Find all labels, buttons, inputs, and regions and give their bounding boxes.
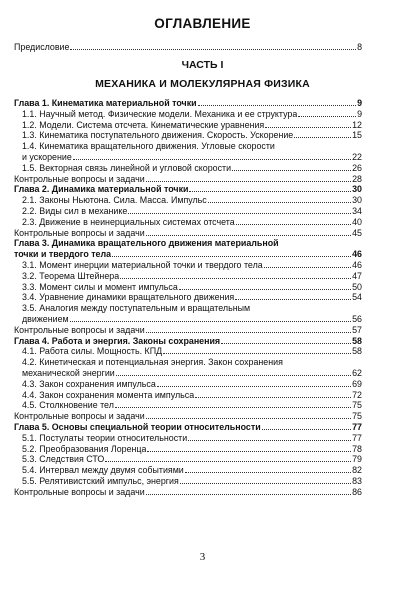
toc-item	[14, 379, 362, 390]
toc-page-number: 15	[352, 130, 362, 141]
toc-page-number: 57	[352, 324, 362, 335]
leader-dots	[70, 49, 356, 50]
toc-entry-text: Глава 5. Основы специальной теории относительности	[14, 422, 261, 432]
leader-dots	[208, 202, 351, 203]
toc-page-number: 82	[352, 465, 362, 476]
preface-page: 8	[357, 42, 362, 52]
toc-item	[14, 271, 362, 282]
preface-entry	[14, 42, 362, 53]
toc-chapter	[14, 238, 362, 260]
page-number: 3	[199, 551, 206, 563]
toc-entry-text: 2.2. Виды сил в механике	[22, 206, 128, 216]
toc-entry-text: 4.4. Закон сохранения момента импульса	[22, 389, 195, 400]
toc-page-number: 75	[352, 400, 362, 411]
toc-item	[14, 109, 362, 120]
toc-item	[14, 444, 362, 455]
toc-page-number: 78	[352, 443, 362, 454]
toc-entry-text: Глава 4. Работа и энергия. Законы сохранения	[14, 335, 221, 346]
page-title: ОГЛАВЛЕНИЕ	[154, 16, 251, 31]
toc-page-number: 54	[352, 292, 362, 303]
leader-dots	[179, 289, 351, 290]
toc-entry-text: 3.5. Аналогия между поступательным и вращательным	[22, 303, 251, 314]
toc-entry-text: 4.2. Кинетическая и потенциальная энергия. Закон сохранения	[22, 357, 283, 368]
toc-page-number: 77	[352, 422, 362, 432]
toc-page-number: 30	[352, 195, 362, 206]
toc-entry-text: 3.1. Момент инерции материальной точки и твердого тела	[22, 260, 263, 270]
toc-item	[14, 206, 362, 217]
toc-page-number: 12	[352, 119, 362, 130]
toc-entry-text-cont: движением	[22, 313, 69, 324]
leader-dots	[146, 418, 351, 419]
leader-dots	[73, 159, 351, 160]
toc-page-number: 9	[357, 98, 362, 108]
toc-item	[14, 390, 362, 401]
leader-dots	[146, 181, 351, 182]
toc-page-number: 45	[352, 227, 362, 238]
leader-dots	[120, 278, 351, 279]
toc-page-number: 69	[352, 378, 362, 389]
toc-entry-text-cont: и ускорение	[22, 151, 72, 162]
toc-entry-text: 5.5. Релятивистский импульс, энергия	[22, 476, 179, 486]
toc-entry-text: 1.3. Кинематика поступательного движения. Скорость. Ускорение	[22, 130, 294, 141]
toc-page-number: 9	[357, 108, 362, 119]
toc-page-number: 62	[352, 367, 362, 378]
toc-item	[14, 163, 362, 174]
toc-item	[14, 346, 362, 357]
toc-entry-text: 5.3. Следствия СТО	[22, 454, 105, 465]
toc-review-questions	[14, 487, 362, 498]
part-heading: ЧАСТЬ I	[181, 59, 224, 71]
leader-dots	[235, 299, 351, 300]
toc-page-number: 30	[352, 184, 362, 195]
toc-item	[14, 476, 362, 487]
leader-dots	[116, 375, 351, 376]
toc-entry-text: 3.2. Теорема Штейнера	[22, 270, 120, 281]
toc-entry-text: 3.4. Уравнение динамики вращательного движения	[22, 292, 235, 303]
leader-dots	[232, 170, 351, 171]
toc-entry-text: Контрольные вопросы и задачи	[14, 411, 145, 422]
toc-entry-text: 5.4. Интервал между двумя событиями	[22, 465, 184, 476]
toc-page-number: 77	[352, 432, 362, 443]
toc-page-number: 26	[352, 162, 362, 173]
toc-entry-text-cont: механической энергии	[22, 367, 115, 378]
leader-dots	[195, 397, 351, 398]
toc-page-number: 40	[352, 216, 362, 227]
toc-entry-text: 1.2. Модели. Система отсчета. Кинематические уравнения	[22, 119, 265, 130]
toc-item	[14, 130, 362, 141]
toc-page-number: 50	[352, 281, 362, 292]
toc-item	[14, 141, 362, 163]
toc-chapter	[14, 98, 362, 109]
toc-page-number: 47	[352, 270, 362, 281]
toc-page-number: 56	[352, 313, 362, 324]
toc-page-number: 46	[352, 249, 362, 260]
leader-dots	[185, 472, 351, 473]
toc-entry-text: Глава 2. Динамика материальной точки	[14, 184, 189, 195]
toc-chapter	[14, 422, 362, 433]
leader-dots	[221, 343, 351, 344]
leader-dots	[147, 451, 351, 452]
toc-entry-text: 4.3. Закон сохранения импульса	[22, 378, 156, 389]
toc-review-questions	[14, 411, 362, 422]
toc-page-number: 34	[352, 206, 362, 216]
toc-entry-text: Контрольные вопросы и задачи	[14, 173, 145, 184]
toc-item	[14, 120, 362, 131]
leader-dots	[198, 105, 356, 106]
leader-dots	[262, 429, 351, 430]
toc-page-number: 75	[352, 411, 362, 422]
toc-item	[14, 303, 362, 325]
toc-item	[14, 433, 362, 444]
toc-page-number: 58	[352, 335, 362, 346]
toc-entry-text: 4.1. Работа силы. Мощность. КПД	[22, 346, 163, 357]
toc-entry-text: Контрольные вопросы и задачи	[14, 486, 145, 497]
toc-entry-text: 5.2. Преобразования Лоренца	[22, 443, 147, 454]
toc-page-number: 83	[352, 476, 362, 486]
toc-chapter	[14, 184, 362, 195]
leader-dots	[105, 461, 351, 462]
toc-item	[14, 195, 362, 206]
toc-page-number: 86	[352, 486, 362, 497]
toc-review-questions	[14, 325, 362, 336]
toc-item	[14, 282, 362, 293]
toc-entry-text: 2.1. Законы Ньютона. Сила. Масса. Импульс	[22, 195, 207, 206]
leader-dots	[157, 386, 351, 387]
toc-page-number: 58	[352, 346, 362, 357]
toc-entry-text: Глава 3. Динамика вращательного движения материальной	[14, 238, 279, 249]
leader-dots	[70, 321, 352, 322]
leader-dots	[146, 494, 351, 495]
toc-review-questions	[14, 228, 362, 239]
toc-page-number: 79	[352, 454, 362, 465]
section-heading: МЕХАНИКА И МОЛЕКУЛЯРНАЯ ФИЗИКА	[95, 78, 310, 90]
leader-dots	[112, 256, 351, 257]
leader-dots	[294, 137, 351, 138]
leader-dots	[298, 116, 356, 117]
toc-entry-text: Контрольные вопросы и задачи	[14, 227, 145, 238]
toc-entry-text: Глава 1. Кинематика материальной точки	[14, 98, 197, 108]
leader-dots	[265, 127, 351, 128]
toc-page-number: 28	[352, 173, 362, 184]
toc-entry-text: 1.1. Научный метод. Физические модели. Механика и ее структура	[22, 108, 298, 119]
toc-item	[14, 292, 362, 303]
toc-entry-text: 4.5. Столкновение тел	[22, 400, 114, 411]
leader-dots	[264, 267, 351, 268]
leader-dots	[128, 213, 351, 214]
leader-dots	[180, 483, 351, 484]
leader-dots	[189, 191, 351, 192]
toc-page-number: 46	[352, 260, 362, 270]
toc-review-questions	[14, 174, 362, 185]
toc-item	[14, 454, 362, 465]
toc-entry-text: 1.5. Векторная связь линейной и угловой скорости	[22, 162, 232, 173]
toc-entry-text: Контрольные вопросы и задачи	[14, 324, 145, 335]
toc-item	[14, 400, 362, 411]
toc-item	[14, 217, 362, 228]
toc-page-number: 72	[352, 389, 362, 400]
leader-dots	[236, 224, 351, 225]
leader-dots	[146, 332, 351, 333]
toc-entry-text: 5.1. Постулаты теории относительности	[22, 432, 188, 443]
preface-label: Предисловие	[14, 42, 70, 52]
toc-entry-text: 1.4. Кинематика вращательного движения. Угловые скорости	[22, 141, 275, 152]
leader-dots	[188, 440, 351, 441]
toc-entry-text: 2.3. Движение в неинерциальных системах отсчета	[22, 216, 235, 227]
toc-entry-text-cont: точки и твердого тела	[14, 249, 112, 260]
toc-chapter	[14, 336, 362, 347]
leader-dots	[146, 235, 351, 236]
leader-dots	[115, 407, 351, 408]
toc-item	[14, 465, 362, 476]
toc-item	[14, 260, 362, 271]
leader-dots	[163, 353, 351, 354]
toc-entry-text: 3.3. Момент силы и момент импульса	[22, 281, 178, 292]
toc-item	[14, 357, 362, 379]
toc-page-number: 22	[352, 151, 362, 162]
